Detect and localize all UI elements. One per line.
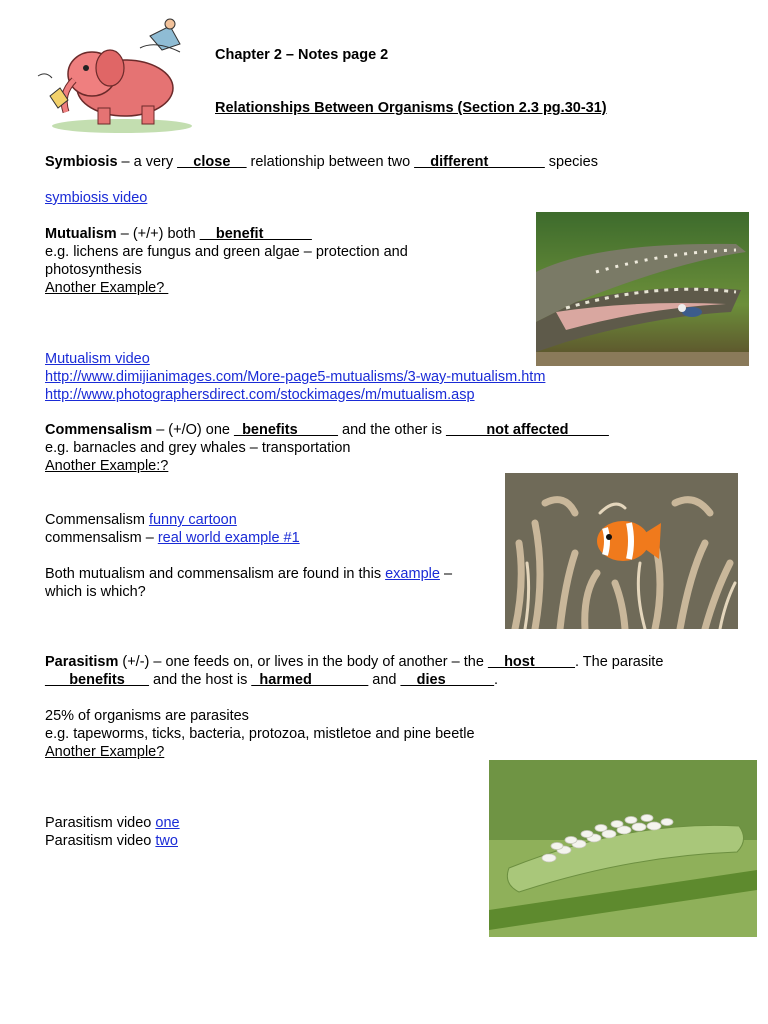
- both-found-line: [45, 565, 452, 583]
- symbiosis-term: Symbiosis: [45, 154, 118, 170]
- text-fragment: species: [544, 154, 598, 170]
- mutualism-another-example: Another Example?: [45, 280, 169, 296]
- text-fragment: .: [494, 672, 499, 688]
- commensalism-another-example: Another Example:?: [45, 458, 169, 474]
- commensalism-real-line: [45, 529, 300, 547]
- text-fragment: (+/-) – one feeds on, or lives in the body of another – the: [118, 654, 488, 670]
- symbiosis-video-link[interactable]: symbiosis video: [45, 190, 148, 206]
- funny-cartoon-link[interactable]: funny cartoon: [148, 512, 237, 528]
- text-fragment: and the host is: [148, 672, 252, 688]
- blank-dies: __dies______: [400, 672, 495, 688]
- text-fragment: Commensalism: [45, 512, 149, 528]
- blank-close: __close__: [177, 154, 247, 170]
- blank-host: __host_____: [487, 654, 575, 670]
- commensalism-term: Commensalism: [45, 422, 153, 438]
- blank-harmed: _harmed_______: [251, 672, 369, 688]
- clownfish-photo: [505, 473, 738, 629]
- blank-benefit: __benefit______: [199, 226, 312, 242]
- text-fragment: commensalism –: [45, 530, 158, 546]
- text-fragment: . The parasite: [575, 654, 664, 670]
- parasitism-video-two-line: [45, 832, 178, 850]
- parasitism-definition-cont: [45, 671, 498, 689]
- text-fragment: – a very: [117, 154, 178, 170]
- text-fragment: –: [439, 566, 453, 582]
- text-fragment: and: [368, 672, 401, 688]
- text-fragment: Parasitism video: [45, 815, 156, 831]
- text-fragment: – (+/O) one: [152, 422, 234, 438]
- mutualism-example-cont: photosynthesis: [45, 262, 142, 278]
- example-link[interactable]: example: [385, 566, 440, 582]
- mutualism-url2-line: [45, 386, 475, 404]
- crocodile-photo: [536, 212, 749, 366]
- mutualism-definition: [45, 225, 312, 243]
- parasitism-video-one-line: [45, 814, 180, 832]
- photographers-direct-link[interactable]: http://www.photographersdirect.com/stockimages/m/mutualism.asp: [45, 387, 475, 403]
- mutualism-video-link[interactable]: Mutualism video: [45, 351, 150, 367]
- mutualism-example: e.g. lichens are fungus and green algae – protection and: [45, 244, 408, 260]
- parasite-statistic: 25% of organisms are parasites: [45, 708, 249, 724]
- caterpillar-photo: [489, 760, 757, 937]
- text-fragment: relationship between two: [246, 154, 415, 170]
- commensalism-example: e.g. barnacles and grey whales – transportation: [45, 440, 351, 456]
- blank-different: __different_______: [414, 154, 545, 170]
- mutualism-term: Mutualism: [45, 226, 117, 242]
- parasitism-video-one-link[interactable]: one: [155, 815, 180, 831]
- commensalism-definition: [45, 421, 609, 439]
- text-fragment: and the other is: [337, 422, 446, 438]
- mutualism-url1-line: [45, 368, 545, 386]
- parasitism-video-two-link[interactable]: two: [155, 833, 178, 849]
- elephant-cartoon-image: [30, 16, 202, 134]
- symbiosis-definition: [45, 153, 598, 171]
- mutualism-video-line: [45, 350, 150, 368]
- blank-not-affected: _____not affected_____: [446, 422, 609, 438]
- parasitism-example: e.g. tapeworms, ticks, bacteria, protozoa, mistletoe and pine beetle: [45, 726, 475, 742]
- text-fragment: – (+/+) both: [116, 226, 200, 242]
- symbiosis-video-line: [45, 189, 147, 207]
- parasitism-another-example: Another Example?: [45, 744, 165, 760]
- commensalism-cartoon-line: [45, 511, 237, 529]
- blank-parasite-benefits: ___benefits___: [45, 672, 149, 688]
- section-heading: Relationships Between Organisms (Section 2.3 pg.30-31): [215, 100, 607, 116]
- parasitism-definition: [45, 653, 663, 671]
- dimijian-images-link[interactable]: http://www.dimijianimages.com/More-page5-mutualisms/3-way-mutualism.htm: [45, 369, 546, 385]
- real-world-example-link[interactable]: real world example #1: [157, 530, 300, 546]
- text-fragment: Both mutualism and commensalism are found in this: [45, 566, 386, 582]
- parasitism-term: Parasitism: [45, 654, 119, 670]
- which-is-which: which is which?: [45, 584, 146, 600]
- blank-benefits: _benefits_____: [234, 422, 338, 438]
- page-title: Chapter 2 – Notes page 2: [215, 47, 389, 63]
- text-fragment: Parasitism video: [45, 833, 156, 849]
